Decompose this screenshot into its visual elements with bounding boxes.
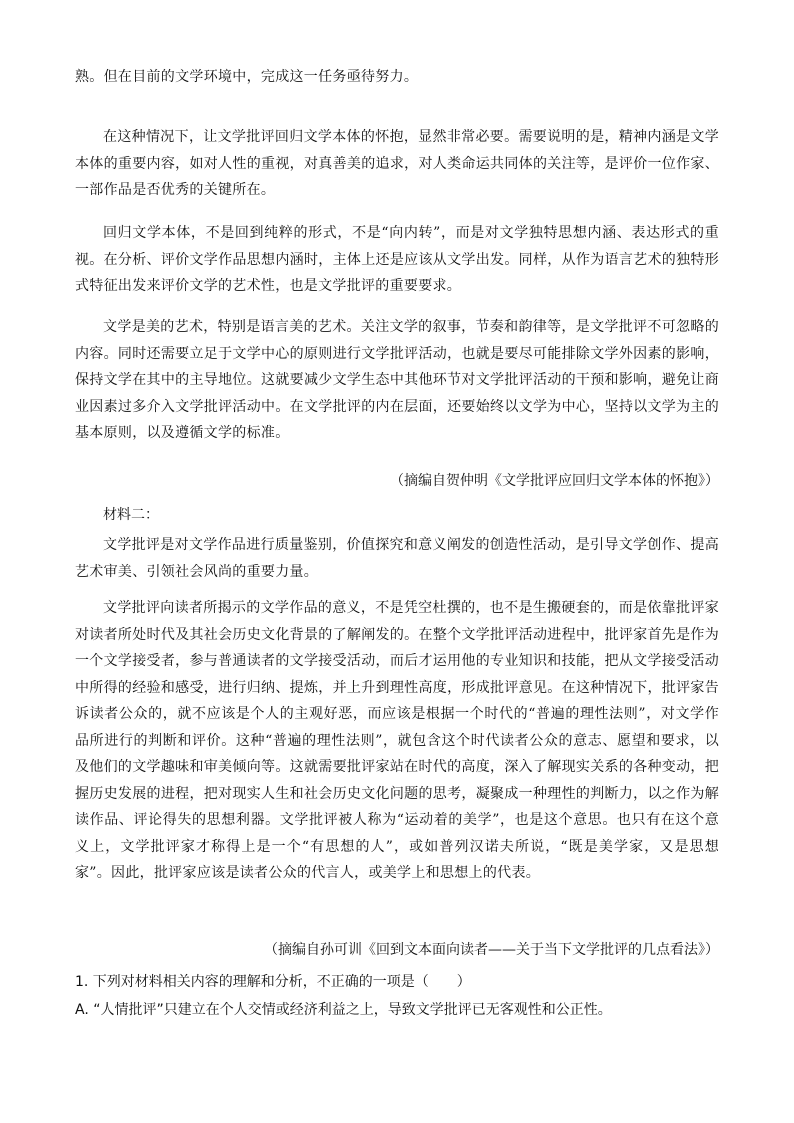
paragraph-2: 回归文学本体，不是回到纯粹的形式，不是“向内转”，而是对文学独特思想内涵、表达形式的重视。在分析、评价文学作品思想内涵时，主体上还是应该从文学出发。同样，从作为语言艺术的独特形式特征出发来评价文学的艺术性，也是文学批评的重要要求。	[75, 225, 719, 294]
paragraph-3: 文学是美的艺术，特别是语言美的艺术。关注文学的叙事，节奏和韵律等，是文学批评不可忽略的内容。同时还需要立足于文学中心的原则进行文学批评活动，也就是要尽可能排除文学外因素的影响，保持文学在其中的主导地位。这就要减少文学生态中其他环节对文学批评活动的干预和影响，避免让商业因素过多介入文学批评活动中。在文学批评的内在层面，还要始终以文学为中心，坚持以文学为主的基本原则，以及遵循文学的标准。	[75, 319, 719, 441]
paragraph-1: 在这种情况下，让文学批评回归文学本体的怀抱，显然非常必要。需要说明的是，精神内涵是文学本体的重要内容，如对人性的重视，对真善美的追求，对人类命运共同体的关注等，是评价一位作家、一部作品是否优秀的关键所在。	[75, 129, 719, 198]
question-1: 1. 下列对材料相关内容的理解和分析，不正确的一项是（ ）	[75, 974, 471, 990]
material-2-paragraph-1: 文学批评是对文学作品进行质量鉴别，价值探究和意义阐发的创造性活动，是引导文学创作、提高艺术审美、引领社会风尚的重要力量。	[75, 537, 719, 580]
source-citation-2: （摘编自孙可训《回到文本面向读者——关于当下文学批评的几点看法》）	[264, 942, 719, 958]
material-2-label: 材料二：	[103, 507, 159, 523]
source-citation-1: （摘编自贺仲明《文学批评应回归文学本体的怀抱》）	[390, 473, 719, 489]
option-a: A. “人情批评”只建立在个人交情或经济利益之上，导致文学批评已无客观性和公正性。	[75, 1002, 612, 1018]
material-2-paragraph-2: 文学批评向读者所揭示的文学作品的意义，不是凭空杜撰的，也不是生搬硬套的，而是依靠批评家对读者所处时代及其社会历史文化背景的了解阐发的。在整个文学批评活动进程中，批评家首先是作为一个文学接受者，参与普通读者的文学接受活动，而后才运用他的专业知识和技能，把从文学接受活动中所得的经验和感受，进行归纳、提炼，并上升到理性高度，形成批评意见。在这种情况下，批评家告诉读者公众的，就不应该是个人的主观好恶，而应该是根据一个时代的“普遍的理性法则”，对文学作品所进行的判断和评价。这种“普遍的理性法则”，就包含这个时代读者公众的意志、愿望和要求，以及他们的文学趣味和审美倾向等。这就需要批评家站在时代的高度，深入了解现实关系的各种变动，把握历史发展的进程，把对现实人生和社会历史文化问题的思考，凝聚成一种理性的判断力，以之作为解读作品、评论得失的思想利器。文学批评被人称为“运动着的美学”，也是这个意思。也只有在这个意义上，文学批评家才称得上是一个“有思想的人”，或如普列汉诺夫所说，“既是美学家，又是思想家”。因此，批评家应该是读者公众的代言人，或美学上和思想上的代表。	[75, 600, 719, 881]
paragraph-continuation: 熟。但在目前的文学环境中，完成这一任务亟待努力。	[75, 69, 419, 85]
